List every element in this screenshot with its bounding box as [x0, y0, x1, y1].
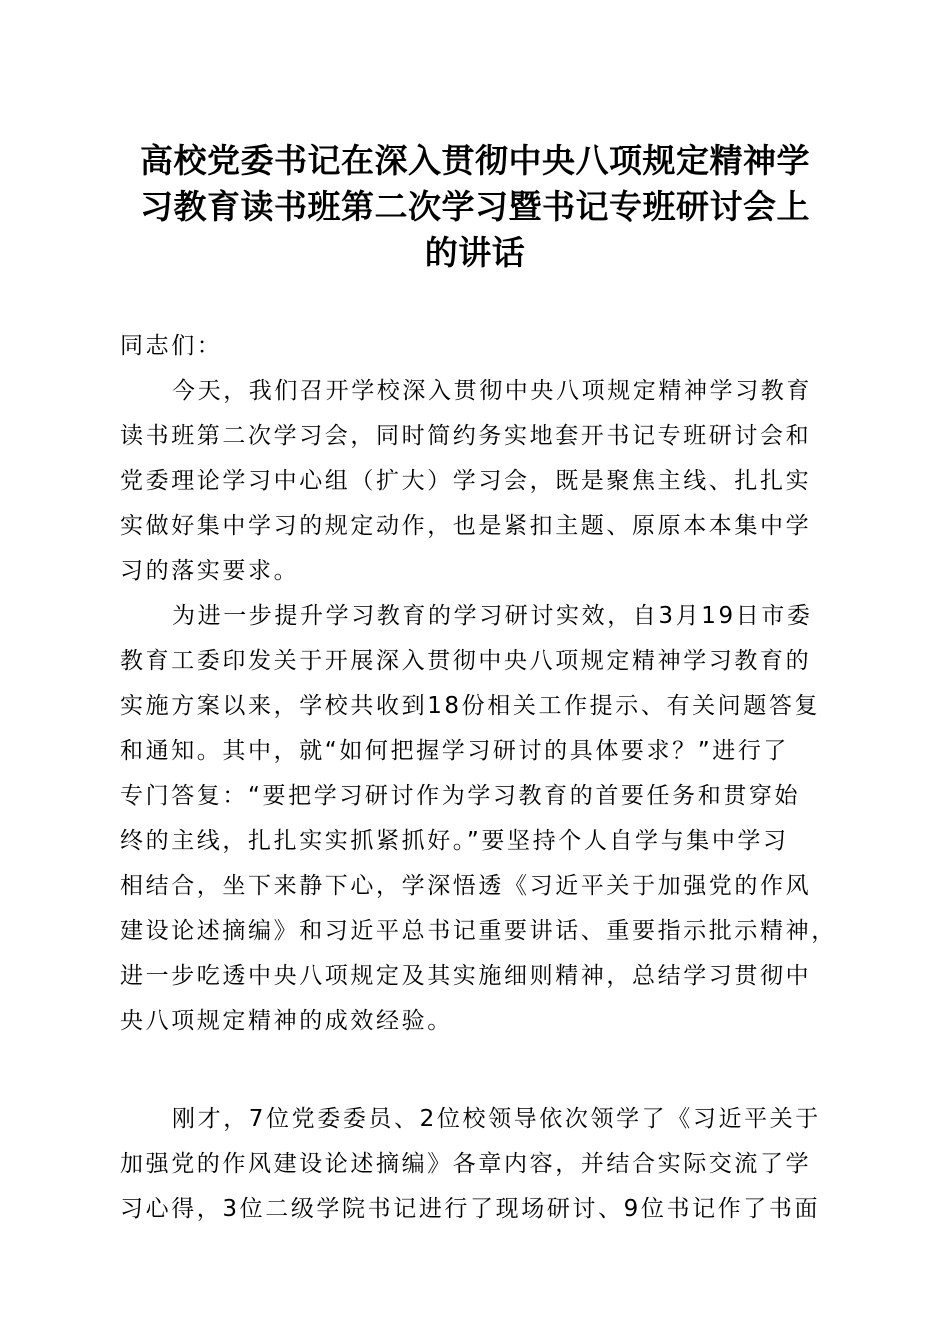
document-body — [120, 324, 840, 1232]
paragraph-line: 刚才，7位党委委员、2位校领导依次领学了《习近平关于 — [172, 1106, 821, 1132]
paragraph-line: 读书班第二次学习会，同时简约务实地套开书记专班研讨会和 — [120, 423, 812, 449]
paragraph-line: 为进一步提升学习教育的学习研讨实效，自3月19日市委 — [172, 603, 813, 629]
paragraph-line: 央八项规定精神的成效经验。 — [120, 1008, 453, 1034]
paragraph-2 — [120, 594, 840, 1044]
paragraph-line: 终的主线，扎扎实实抓紧抓好。”要坚持个人自学与集中学习 — [120, 828, 789, 854]
title-line: 的讲话 — [424, 233, 526, 272]
paragraph-spacing — [120, 1044, 840, 1097]
paragraph-3 — [120, 1097, 840, 1232]
document-title — [100, 138, 850, 276]
salutation: 同志们： — [120, 333, 223, 359]
title-line: 高校党委书记在深入贯彻中央八项规定精神学 — [140, 141, 810, 180]
title-line: 习教育读书班第二次学习暨书记专班研讨会上 — [140, 187, 810, 226]
paragraph-line: 和通知。其中，就“如何把握学习研讨的具体要求？”进行了 — [120, 738, 790, 764]
paragraph-line: 党委理论学习中心组（扩大）学习会，既是聚焦主线、扎扎实 — [120, 468, 812, 494]
paragraph-line: 相结合，坐下来静下心，学深悟透《习近平关于加强党的作风 — [120, 873, 812, 899]
paragraph-line: 习的落实要求。 — [120, 558, 300, 584]
paragraph-line: 实施方案以来，学校共收到18份相关工作提示、有关问题答复 — [120, 693, 821, 719]
paragraph-line: 实做好集中学习的规定动作，也是紧扣主题、原原本本集中学 — [120, 513, 812, 539]
paragraph-line: 今天，我们召开学校深入贯彻中央八项规定精神学习教育 — [172, 378, 812, 404]
paragraph-line: 教育工委印发关于开展深入贯彻中央八项规定精神学习教育的 — [120, 648, 812, 674]
paragraph-line: 进一步吃透中央八项规定及其实施细则精神，总结学习贯彻中 — [120, 963, 812, 989]
paragraph-1 — [120, 369, 840, 594]
paragraph-line: 专门答复：“要把学习研讨作为学习教育的首要任务和贯穿始 — [120, 783, 801, 809]
paragraph-line: 建设论述摘编》和习近平总书记重要讲话、重要指示批示精神， — [120, 918, 837, 944]
paragraph-line: 习心得，3位二级学院书记进行了现场研讨、9位书记作了书面 — [120, 1196, 821, 1222]
paragraph-line: 加强党的作风建设论述摘编》各章内容，并结合实际交流了学 — [120, 1151, 812, 1177]
